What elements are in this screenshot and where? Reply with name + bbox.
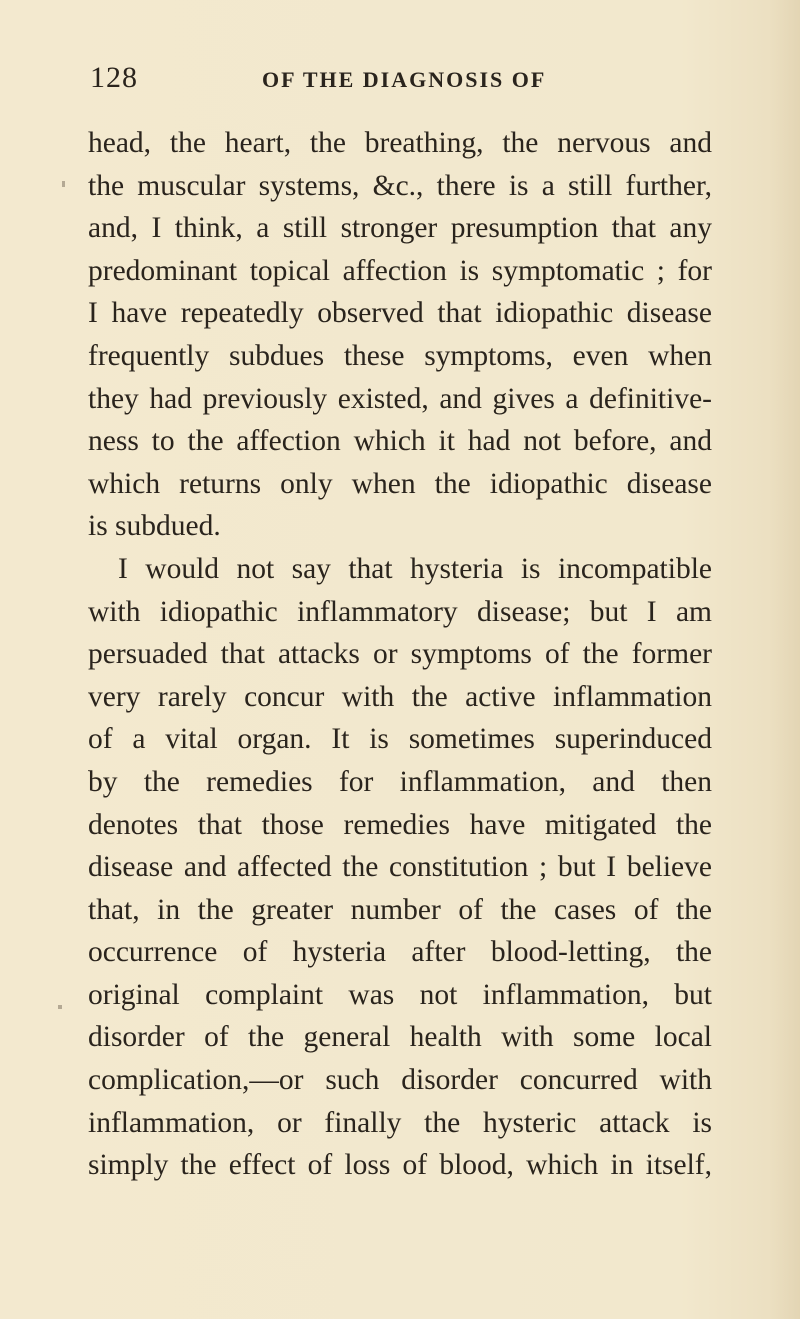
text-line: ness to the affection which it had not before, and — [88, 425, 712, 458]
text-line: persuaded that attacks or symptoms of the former — [88, 638, 712, 671]
text-line: disease and affected the constitution ; but I believe — [88, 851, 712, 884]
page-number: 128 — [90, 61, 138, 94]
text-line: predominant topical affection is symptomatic ; for — [88, 254, 712, 287]
print-speck — [62, 181, 65, 187]
text-line: disorder of the general health with some local — [88, 1021, 712, 1054]
text-line: which returns only when the idiopathic disease — [88, 467, 712, 500]
text-line: is subdued. — [88, 510, 221, 543]
text-line: of a vital organ. It is sometimes superinduced — [88, 723, 712, 756]
text-line: head, the heart, the breathing, the nervous and — [88, 127, 712, 159]
text-line: occurrence of hysteria after blood-letting, the — [88, 936, 712, 969]
text-line: by the remedies for inflammation, and then — [88, 765, 712, 798]
text-line: very rarely concur with the active inflammation — [88, 680, 712, 713]
text-line: I have repeatedly observed that idiopathic disease — [88, 297, 712, 330]
text-line: they had previously existed, and gives a definitive- — [88, 382, 712, 415]
text-line: with idiopathic inflammatory disease; but I am — [88, 595, 712, 628]
text-line: frequently subdues these symptoms, even when — [88, 339, 712, 372]
text-line: and, I think, a still stronger presumption that any — [88, 212, 712, 245]
text-line: that, in the greater number of the cases of the — [88, 893, 712, 926]
text-line: simply the effect of loss of blood, which in itself, — [88, 1149, 712, 1182]
paragraph-start-line: I would not say that hysteria is incompatible — [118, 552, 712, 585]
page-header — [0, 58, 800, 98]
text-line: inflammation, or finally the hysteric attack is — [88, 1106, 712, 1139]
body-text — [88, 122, 712, 1187]
text-line: the muscular systems, &c., there is a still further, — [88, 169, 712, 202]
text-line: denotes that those remedies have mitigated the — [88, 808, 712, 841]
text-line: original complaint was not inflammation, but — [88, 978, 712, 1011]
print-speck — [58, 1005, 62, 1009]
text-line: complication,—or such disorder concurred with — [88, 1064, 712, 1097]
running-head: OF THE DIAGNOSIS OF — [262, 67, 547, 92]
